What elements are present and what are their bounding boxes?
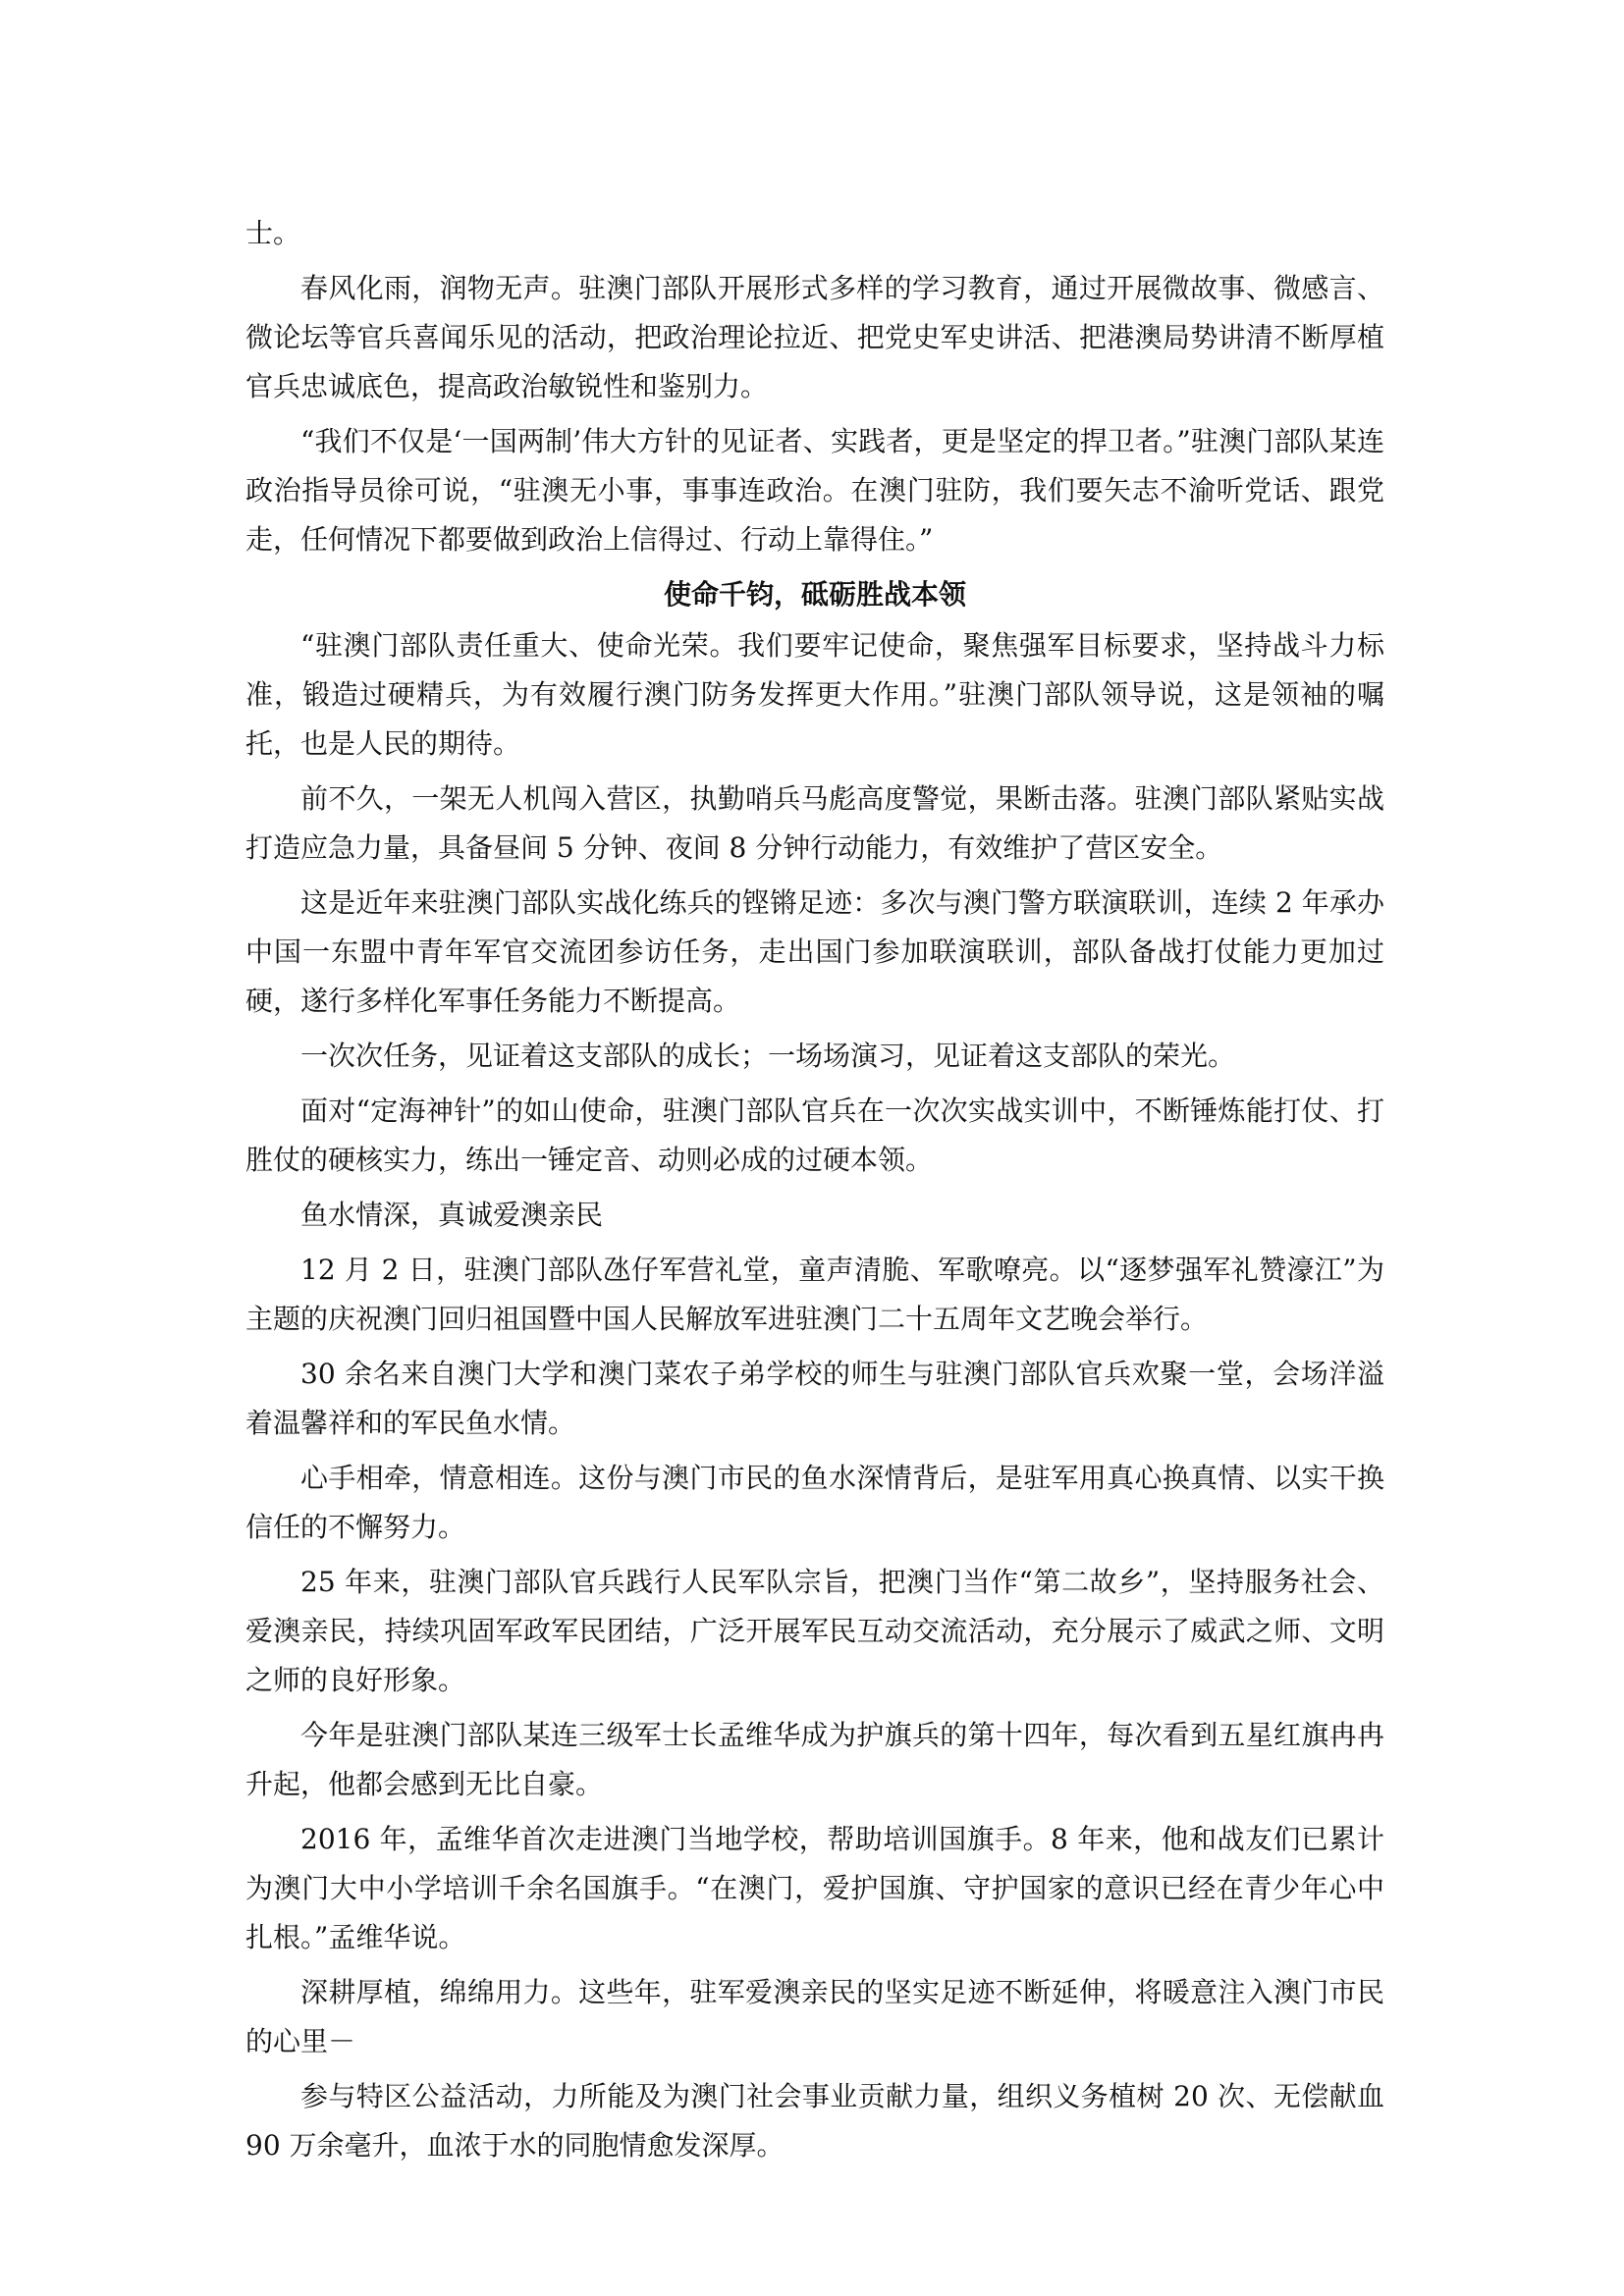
paragraph: 30 余名来自澳门大学和澳门菜农子弟学校的师生与驻澳门部队官兵欢聚一堂，会场洋溢着温馨祥和的军民鱼水情。 xyxy=(245,1358,1384,1439)
paragraph: “我们不仅是‘一国两制’伟大方针的见证者、实践者，更是坚定的捍卫者。”驻澳门部队某连政治指导员徐可说，“驻澳无小事，事事连政治。在澳门驻防，我们要矢志不渝听党话、跟党走，任何情况下都要做到政治上信得过、行动上靠得住。” xyxy=(245,425,1384,556)
paragraph: 前不久，一架无人机闯入营区，执勤哨兵马彪高度警觉，果断击落。驻澳门部队紧贴实战打造应急力量，具备昼间 5 分钟、夜间 8 分钟行动能力，有效维护了营区安全。 xyxy=(245,782,1384,864)
paragraph: 士。 xyxy=(245,217,301,249)
paragraph: 参与特区公益活动，力所能及为澳门社会事业贡献力量，组织义务植树 20 次、无偿献血 90 万余毫升，血浓于水的同胞情愈发深厚。 xyxy=(245,2080,1384,2162)
paragraph: 心手相牵，情意相连。这份与澳门市民的鱼水深情背后，是驻军用真心换真情、以实干换信任的不懈努力。 xyxy=(245,1462,1384,1543)
paragraph: 面对“定海神针”的如山使命，驻澳门部队官兵在一次次实战实训中，不断锤炼能打仗、打胜仗的硬核实力，练出一锤定音、动则必成的过硬本领。 xyxy=(245,1095,1384,1176)
paragraph: 一次次任务，见证着这支部队的成长；一场场演习，见证着这支部队的荣光。 xyxy=(300,1040,1236,1072)
paragraph: 2016 年，孟维华首次走进澳门当地学校，帮助培训国旗手。8 年来，他和战友们已累计为澳门大中小学培训千余名国旗手。“在澳门，爱护国旗、守护国家的意识已经在青少年心中扎根。”孟维华说。 xyxy=(245,1823,1384,1953)
paragraph: 25 年来，驻澳门部队官兵践行人民军队宗旨，把澳门当作“第二故乡”，坚持服务社会、爱澳亲民，持续巩固军政军民团结，广泛开展军民互动交流活动，充分展示了威武之师、文明之师的良好形象。 xyxy=(245,1566,1384,1696)
article-body xyxy=(245,209,1384,2176)
subheading-paragraph: 鱼水情深，真诚爱澳亲民 xyxy=(300,1199,604,1231)
paragraph: 这是近年来驻澳门部队实战化练兵的铿锵足迹：多次与澳门警方联演联训，连续 2 年承办中国一东盟中青年军官交流团参访任务，走出国门参加联演联训，部队备战打仗能力更加过硬，遂行多样化军事任务能力不断提高。 xyxy=(245,886,1384,1017)
section-heading: 使命千钧，砥砺胜战本领 xyxy=(663,578,966,611)
paragraph: 春风化雨，润物无声。驻澳门部队开展形式多样的学习教育，通过开展微故事、微感言、微论坛等官兵喜闻乐见的活动，把政治理论拉近、把党史军史讲活、把港澳局势讲清不断厚植官兵忠诚底色，提高政治敏锐性和鉴别力。 xyxy=(245,272,1384,402)
paragraph: 12 月 2 日，驻澳门部队氹仔军营礼堂，童声清脆、军歌嘹亮。以“逐梦强军礼赞濠江”为主题的庆祝澳门回归祖国暨中国人民解放军进驻澳门二十五周年文艺晚会举行。 xyxy=(245,1254,1384,1335)
paragraph: 今年是驻澳门部队某连三级军士长孟维华成为护旗兵的第十四年，每次看到五星红旗冉冉升起，他都会感到无比自豪。 xyxy=(245,1719,1384,1800)
paragraph: 深耕厚植，绵绵用力。这些年，驻军爱澳亲民的坚实足迹不断延伸，将暖意注入澳门市民的心里－ xyxy=(245,1976,1384,2057)
paragraph: “驻澳门部队责任重大、使命光荣。我们要牢记使命，聚焦强军目标要求，坚持战斗力标准，锻造过硬精兵，为有效履行澳门防务发挥更大作用。”驻澳门部队领导说，这是领袖的嘱托，也是人民的期待。 xyxy=(245,629,1384,760)
